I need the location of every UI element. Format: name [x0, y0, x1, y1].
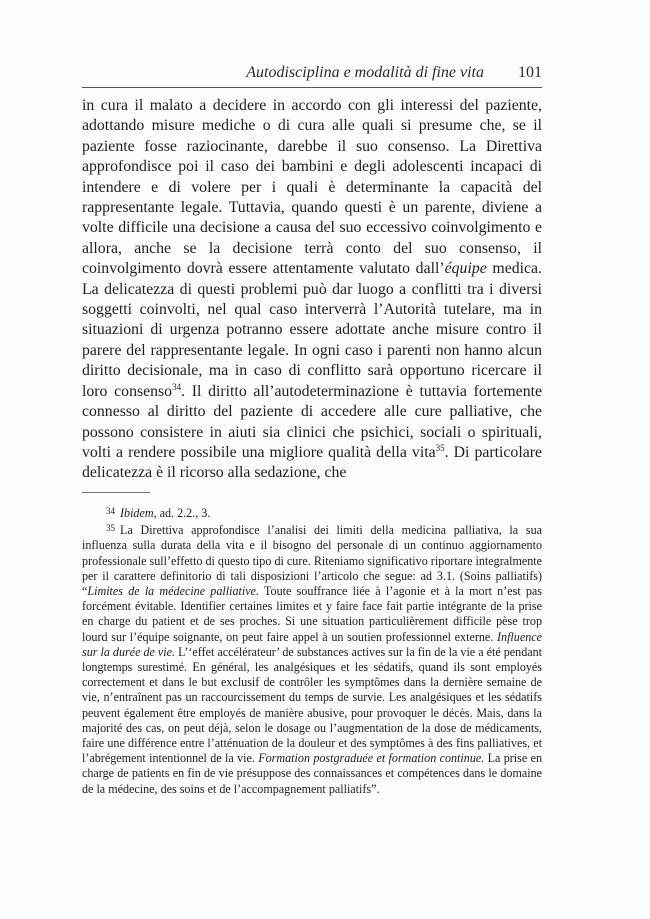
body-sentence-4: . Di particolare delicatezza è il ricorso alla sedazione, che — [82, 443, 542, 482]
footnote-35-italic-1: Limites de la médecine palliative. — [87, 584, 260, 599]
footnote-number-34: 34 — [106, 506, 115, 516]
main-text — [82, 96, 542, 484]
footnote-ref-34[interactable]: 34 — [172, 381, 182, 392]
body-paragraph — [82, 96, 542, 484]
footnote-number-35: 35 — [106, 523, 115, 534]
equipe-italic: équipe — [444, 260, 487, 278]
footnote-35-part-c: L’‘effet accélérateur’ de substances actives sur la fin de la vie a été pendant longtemps surestimé. En général, les analgésiques et les sédatifs, quand ils sont employés correctement et dans le but exclusif de contrôler les symptômes dans la dernière semaine de vie, n’entraînent pas un raccourcissement du temps de survie. Les analgésiques et les sédatifs peuvent également être employés de manière abusive, pour provoquer le décès. Mais, dans la majorité des cas, on peut déjà, selon le dosage ou l’augmentation de la dose de médicaments, faire une différence entre l’atténuation de la douleur et des symptômes à des fins palliatives, et l’abrégement intentionnel de la vie. — [82, 644, 543, 766]
footnote-35-italic-2: Influence sur la durée de vie. — [82, 629, 542, 659]
footnote-ref-35[interactable]: 35 — [435, 442, 445, 453]
ibidem-italic: Ibidem — [120, 506, 154, 520]
footnote-separator — [82, 492, 150, 493]
footnote-35-part-d: La prise en charge de patients en fin de vie présuppose des connaissances et compétences dans le domaine de la médecine, des soins et de l’accompagnement palliatifs”. — [82, 751, 543, 796]
footnote-35-part-b: Toute souffrance liée à l’agonie et à la mort n’est pas forcément évitable. Identifier certaines limites et y faire face fait partie intégrante de la prise en charge du patient et de ses proches. Si une situation particulièrement difficile pèse trop lourd sur l’équipe soignante, on peut faire appel à un soutien professionnel externe. — [82, 584, 543, 644]
footnote-34 — [82, 504, 542, 521]
footnote-35-part-a: La Direttiva approfondisce l’analisi dei limiti della medicina palliativa, la sua influenza sulla durata della vita e il bisogno del personale di un continuo aggiornamento professionale sull’effetto di questo tipo di cure. Riteniamo significativo riportare integralmente per il carattere definitorio di tali disposizioni l’articolo che segue: ad 3.1. (Soins palliatifs) “ — [82, 523, 542, 599]
footnote-35-italic-3: Formation postgraduée et formation continue. — [258, 751, 485, 766]
body-sentence-3: . Il diritto all’autodeterminazione è tuttavia fortemente connesso al diritto del paziente di accedere alle cure palliative, che possono consistere in aiuti sia clinici che psichici, sociali o spirituali, volti a rendere possibile una migliore qualità della vita — [82, 382, 542, 461]
body-sentence-2: medica. La delicatezza di questi problemi può dar luogo a conflitti tra i diversi soggetti coinvolti, nel qual caso interverrà l’Autorità tutelare, ma in situazioni di urgenza potranno essere adottate anche misure contro il parere del rappresentante legale. In ogni caso i parenti non hanno alcun diritto decisionale, ma in caso di conflitto sarà opportuno ricercare il loro consenso — [82, 260, 542, 400]
running-title: Autodisciplina e modalità di fine vita — [246, 64, 484, 81]
footnotes — [82, 504, 542, 797]
footnote-35 — [82, 521, 542, 797]
running-header — [82, 63, 542, 88]
body-sentence-1: in cura il malato a decidere in accordo con gli interessi del paziente, adottando misure mediche o di cura alle quali si presume che, se il paziente fosse raziocinante, darebbe il suo consenso. La Direttiva approfondisce poi il caso dei bambini e degli adolescenti incapaci di intendere e di volere per i quali è determinante la capacità del rappresentante legale. Tuttavia, quando questi è un parente, diviene a volte difficile una decisione a causa del suo eccessivo coinvolgimento e allora, anche se la decisione terrà conto del suo consenso, il coinvolgimento dovrà essere attentamente valutato dall’ — [82, 97, 542, 278]
page-number: 101 — [518, 64, 542, 81]
footnote-34-text: , ad. 2.2., 3. — [153, 506, 211, 520]
